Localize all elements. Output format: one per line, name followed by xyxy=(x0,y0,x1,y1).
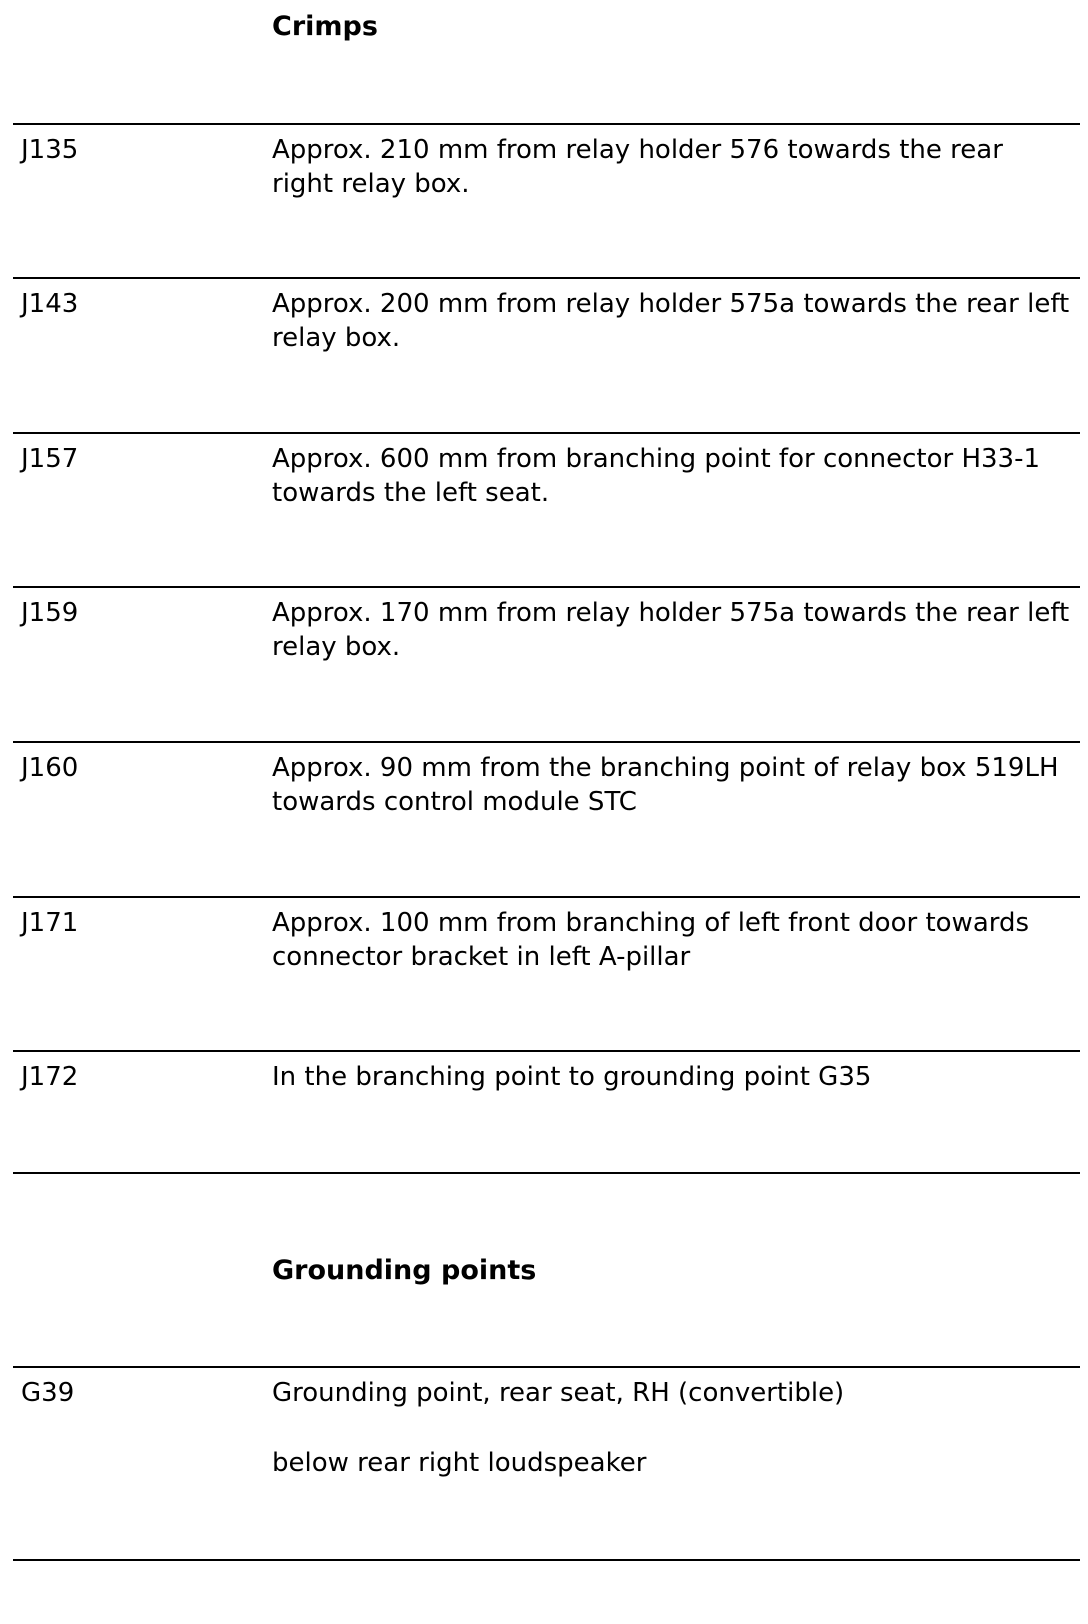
row-code: J135 xyxy=(21,135,79,165)
row-code: J157 xyxy=(21,444,79,474)
row-description xyxy=(272,1060,1072,1094)
row-code: J160 xyxy=(21,753,79,783)
row-description xyxy=(272,1376,1072,1480)
table-rule xyxy=(13,277,1080,279)
row-description-text: Approx. 90 mm from the branching point of relay box 519LH towards control module STC xyxy=(272,753,1059,817)
table-rule xyxy=(13,1366,1080,1368)
row-code: J159 xyxy=(21,598,79,628)
row-description xyxy=(272,442,1072,510)
table-rule xyxy=(13,1559,1080,1561)
table-rule xyxy=(13,896,1080,898)
row-description xyxy=(272,751,1072,819)
table-rule xyxy=(13,432,1080,434)
row-description-text: Grounding point, rear seat, RH (convertible) xyxy=(272,1378,845,1408)
row-description-text: In the branching point to grounding point G35 xyxy=(272,1062,872,1092)
table-rule xyxy=(13,1172,1080,1174)
row-description xyxy=(272,287,1072,355)
row-description xyxy=(272,906,1072,974)
row-description-text: Approx. 100 mm from branching of left front door towards connector bracket in left A-pillar xyxy=(272,908,1030,972)
section-heading-grounding-points: Grounding points xyxy=(272,1255,537,1286)
row-description-text: Approx. 600 mm from branching point for connector H33-1 towards the left seat. xyxy=(272,444,1041,508)
row-code: J143 xyxy=(21,289,79,319)
row-code: J171 xyxy=(21,908,79,938)
row-description-text: Approx. 170 mm from relay holder 575a towards the rear left relay box. xyxy=(272,598,1070,662)
table-rule xyxy=(13,1050,1080,1052)
table-rule xyxy=(13,586,1080,588)
row-description-text: Approx. 210 mm from relay holder 576 towards the rear right relay box. xyxy=(272,135,1003,199)
table-rule xyxy=(13,741,1080,743)
row-code: G39 xyxy=(21,1378,75,1408)
row-description-text: Approx. 200 mm from relay holder 575a towards the rear left relay box. xyxy=(272,289,1070,353)
section-heading-crimps: Crimps xyxy=(272,11,378,42)
row-description xyxy=(272,596,1072,664)
table-rule xyxy=(13,123,1080,125)
row-description xyxy=(272,133,1072,201)
row-code: J172 xyxy=(21,1062,79,1092)
row-description-text: below rear right loudspeaker xyxy=(272,1448,647,1478)
